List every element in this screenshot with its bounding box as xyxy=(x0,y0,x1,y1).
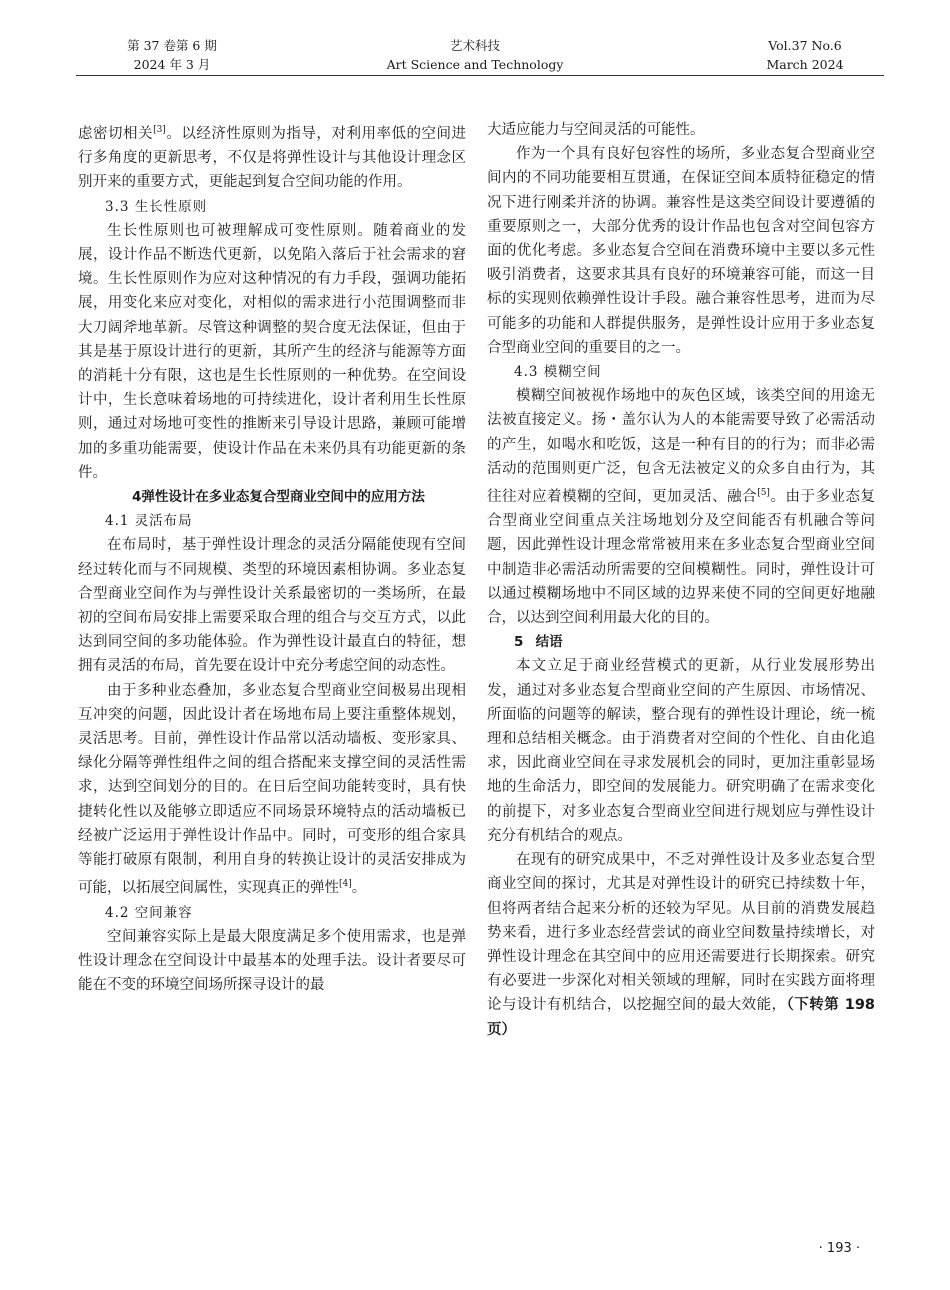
section-heading-5: 5 结语 xyxy=(514,634,563,651)
journal-title xyxy=(375,36,575,74)
citation: [3] xyxy=(153,125,166,135)
continued-on-page-note: （下转第 198 页） xyxy=(487,997,875,1038)
section-heading-4: 4弹性设计在多业态复合型商业空间中的应用方法 xyxy=(132,489,425,506)
volume-issue-en: Vol.37 No.6 xyxy=(768,38,842,53)
section-heading-4-1: 4.1 灵活布局 xyxy=(105,513,193,530)
paragraph: 虑密切相关[3]。以经济性原则为指导，对利用率低的空间进行多角度的更新思考，不仅是将弹性设计与其他设计理念区别开来的重要方式，更能起到复合空间功能的作用。 xyxy=(78,125,467,191)
section-heading-4-2: 4.2 空间兼容 xyxy=(105,904,193,921)
paragraph: 在现有的研究成果中，不乏对弹性设计及多业态复合型商业空间的探讨，尤其是对弹性设计的研究已持续数十年，但将两者结合起来分析的还较为罕见。从目前的消费发展趋势来看，进行多业态经营尝试的商业空间数量持续增长，对弹性设计理念在其空间中的应用还需要进行长期探索。研究有必要进一步深化对相关领域的理解，同时在实践方面将理论与设计有机结合，以挖掘空间的最大效能，（下转第 198 页） xyxy=(487,852,875,1038)
right-column xyxy=(487,118,875,1042)
citation: [4] xyxy=(339,879,352,890)
paragraph: 空间兼容实际上是最大限度满足多个使用需求，也是弹性设计理念在空间设计中最基本的处理手法。设计者要尽可能在不变的环境空间场所探寻设计的最 xyxy=(78,928,466,994)
journal-title-en: Art Science and Technology xyxy=(386,57,564,72)
journal-volume-issue xyxy=(112,36,232,74)
paragraph: 作为一个具有良好包容性的场所，多业态复合型商业空间内的不同功能要相互贯通，在保证空间本质特征稳定的情况下进行刚柔并济的协调。兼容性是这类空间设计要遵循的重要原则之一，大部分优秀的设计作品也包含对空间包容方面的优化考虑。多业态复合空间在消费环境中主要以多元性吸引消费者，这要求其具有良好的环境兼容可能，而这一目标的实现则依赖弹性设计手段。融合兼容性思考，进而为尽可能多的功能和人群提供服务，是弹性设计应用于多业态复合型商业空间的重要目的之一。 xyxy=(487,146,875,356)
volume-issue-text: 第 37 卷第 6 期 xyxy=(127,38,217,53)
journal-volume-issue-en xyxy=(745,36,865,74)
header-divider xyxy=(76,75,884,76)
paragraph: 在布局时，基于弹性设计理念的灵活分隔能使现有空间经过转化而与不同规模、类型的环境因素相协调。多业态复合型商业空间作为与弹性设计关系最密切的一类场所，在最初的空间布局安排上需要采取合理的组合与交互方式，以此达到同空间的多功能体验。作为弹性设计最直白的特征，想拥有灵活的布局，首先要在设计中充分考虑空间的动态性。 xyxy=(78,537,466,675)
publication-date: 2024 年 3 月 xyxy=(133,57,211,72)
citation: [5] xyxy=(757,488,770,499)
section-heading-3-3: 3.3 生长性原则 xyxy=(105,198,208,215)
paragraph: 生长性原则也可被理解成可变性原则。随着商业的发展，设计作品不断迭代更新，以免陷入落后于社会需求的窘境。生长性原则作为应对这种情况的有力手段，强调功能拓展，用变化来应对变化，对相似的需求进行小范围调整而非大刀阔斧地革新。尽管这种调整的契合度无法保证，但由于其是基于原设计进行的更新，其所产生的经济与能源等方面的消耗十分有限，这也是生长性原则的一种优势。在空间设计中，生长意味着场地的可持续进化，设计者利用生长性原则，通过对场地可变性的推断来引导设计思路，兼顾可能增加的多重功能需要，使设计作品在未来仍具有功能更新的条件。 xyxy=(78,222,466,481)
section-heading-4-3: 4.3 模糊空间 xyxy=(514,364,602,381)
paragraph: 模糊空间被视作场地中的灰色区域，该类空间的用途无法被直接定义。扬・盖尔认为人的本能需要导致了必需活动的产生，如喝水和吃饭，这是一种有目的的行为；而非必需活动的范围则更广泛，包含无法被定义的众多自由行为，其往往对应着模糊的空间，更加灵活、融合[5]。由于多业态复合型商业空间重点关注场地划分及空间能否有机融合等问题，因此弹性设计理念常常被用来在多业态复合型商业空间中制造非必需活动所需要的空间模糊性。同时，弹性设计可以通过模糊场地中不同区域的边界来使不同的空间更好地融合，以达到空间利用最大化的目的。 xyxy=(487,388,876,627)
journal-title-cn: 艺术科技 xyxy=(449,38,500,53)
left-column xyxy=(78,118,466,997)
publication-date-en: March 2024 xyxy=(766,57,844,72)
page-number: · 193 · xyxy=(818,1241,860,1256)
paragraph: 由于多种业态叠加，多业态复合型商业空间极易出现相互冲突的问题，因此设计者在场地布局上要注重整体规划，灵活思考。目前，弹性设计作品常以活动墙板、变形家具、绿化分隔等弹性组件之间的组合搭配来支撑空间的灵活性需求，达到空间划分的目的。在日后空间功能转变时，具有快捷转化性以及能够立即适应不同场景环境特点的活动墙板已经被广泛运用于弹性设计作品中。同时，可变形的组合家具等能打破原有限制，利用自身的转换让设计的灵活安排成为可能，以拓展空间属性，实现真正的弹性[4]。 xyxy=(78,682,466,897)
paragraph: 大适应能力与空间灵活的可能性。 xyxy=(487,122,705,138)
paragraph: 本文立足于商业经营模式的更新，从行业发展形势出发，通过对多业态复合型商业空间的产生原因、市场情况、所面临的问题等的解读，整合现有的弹性设计理论，统一梳理和总结相关概念。由于消费者对空间的个性化、自由化追求，因此商业空间在寻求发展机会的同时，更加注重彰显场地的生命活力，即空间的发展能力。研究明确了在需求变化的前提下，对多业态复合型商业空间进行规划应与弹性设计充分有机结合的观点。 xyxy=(487,658,875,844)
